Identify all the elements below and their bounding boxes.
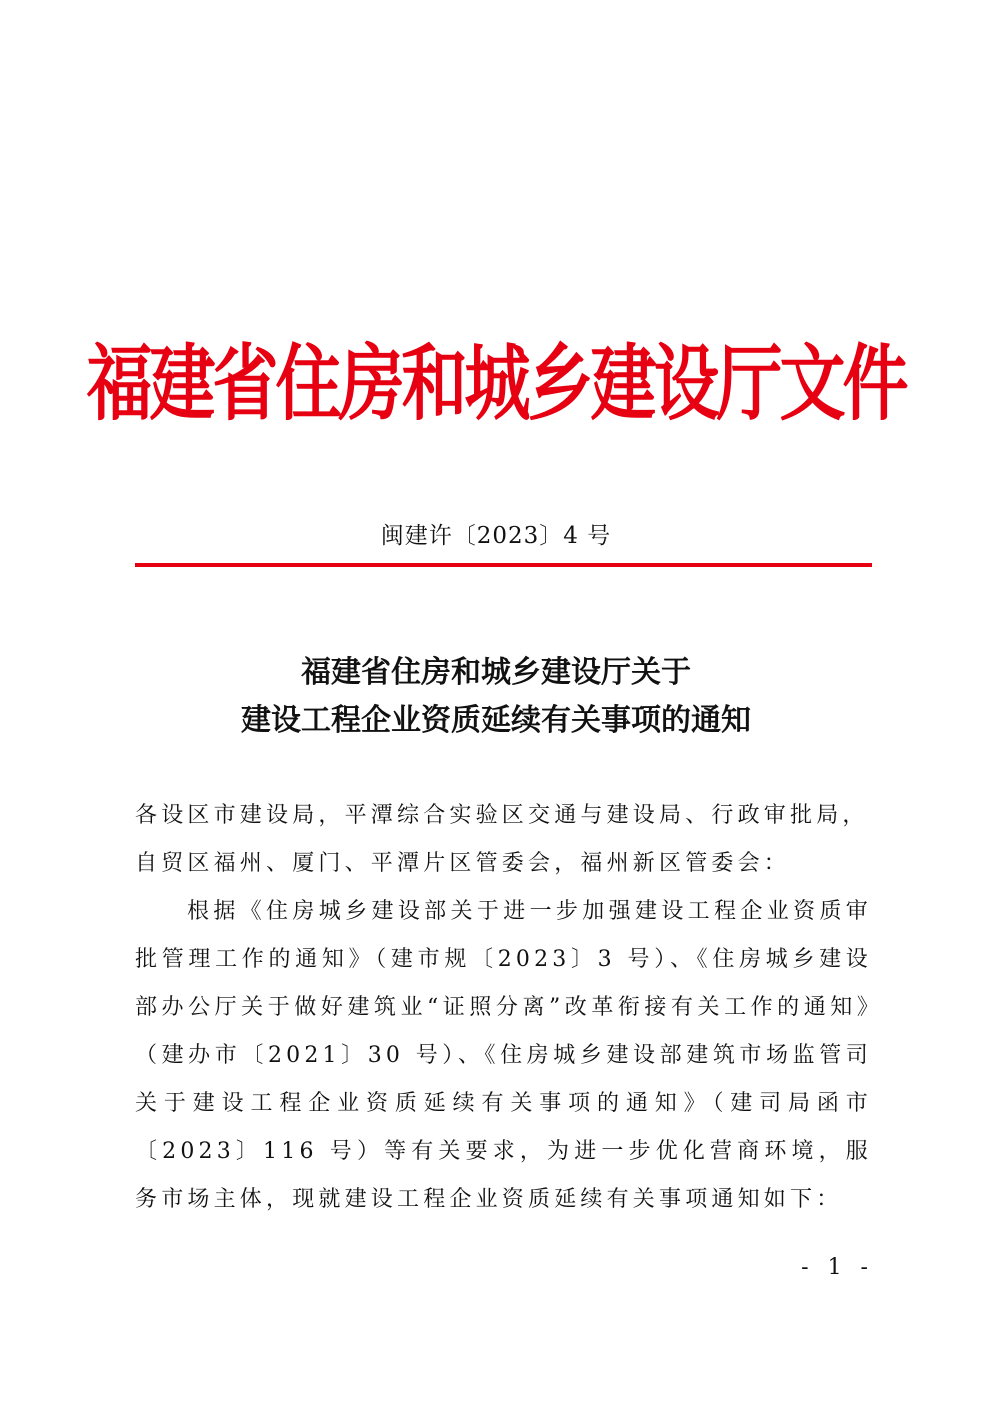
salutation: 各设区市建设局，平潭综合实验区交通与建设局、行政审批局，自贸区福州、厦门、平潭片区管委会，福州新区管委会： [135, 803, 869, 876]
page-number: - 1 - [801, 1255, 874, 1280]
notice-title-line-1: 福建省住房和城乡建设厅关于 [301, 655, 691, 690]
masthead: 福建省住房和城乡建设厅文件 [86, 335, 906, 432]
notice-title-line-2: 建设工程企业资质延续有关事项的通知 [241, 703, 751, 738]
body-paragraph: 根据《住房城乡建设部关于进一步加强建设工程企业资质审批管理工作的通知》（建市规〔2023〕3 号）、《住房城乡建设部办公厅关于做好建筑业“证照分离”改革衔接有关工作的通知》（建办市〔2021〕30 号）、《住房城乡建设部建筑市场监管司关于建设工程企业资质延续有关事项的通知》（建司局函市〔2023〕116 号）等有关要求，为进一步优化营商环境，服务市场主体，现就建设工程企业资质延续有关事项通知如下： [135, 899, 872, 1212]
document-number: 闽建许〔2023〕4 号 [380, 523, 612, 549]
red-divider-line [135, 563, 872, 567]
